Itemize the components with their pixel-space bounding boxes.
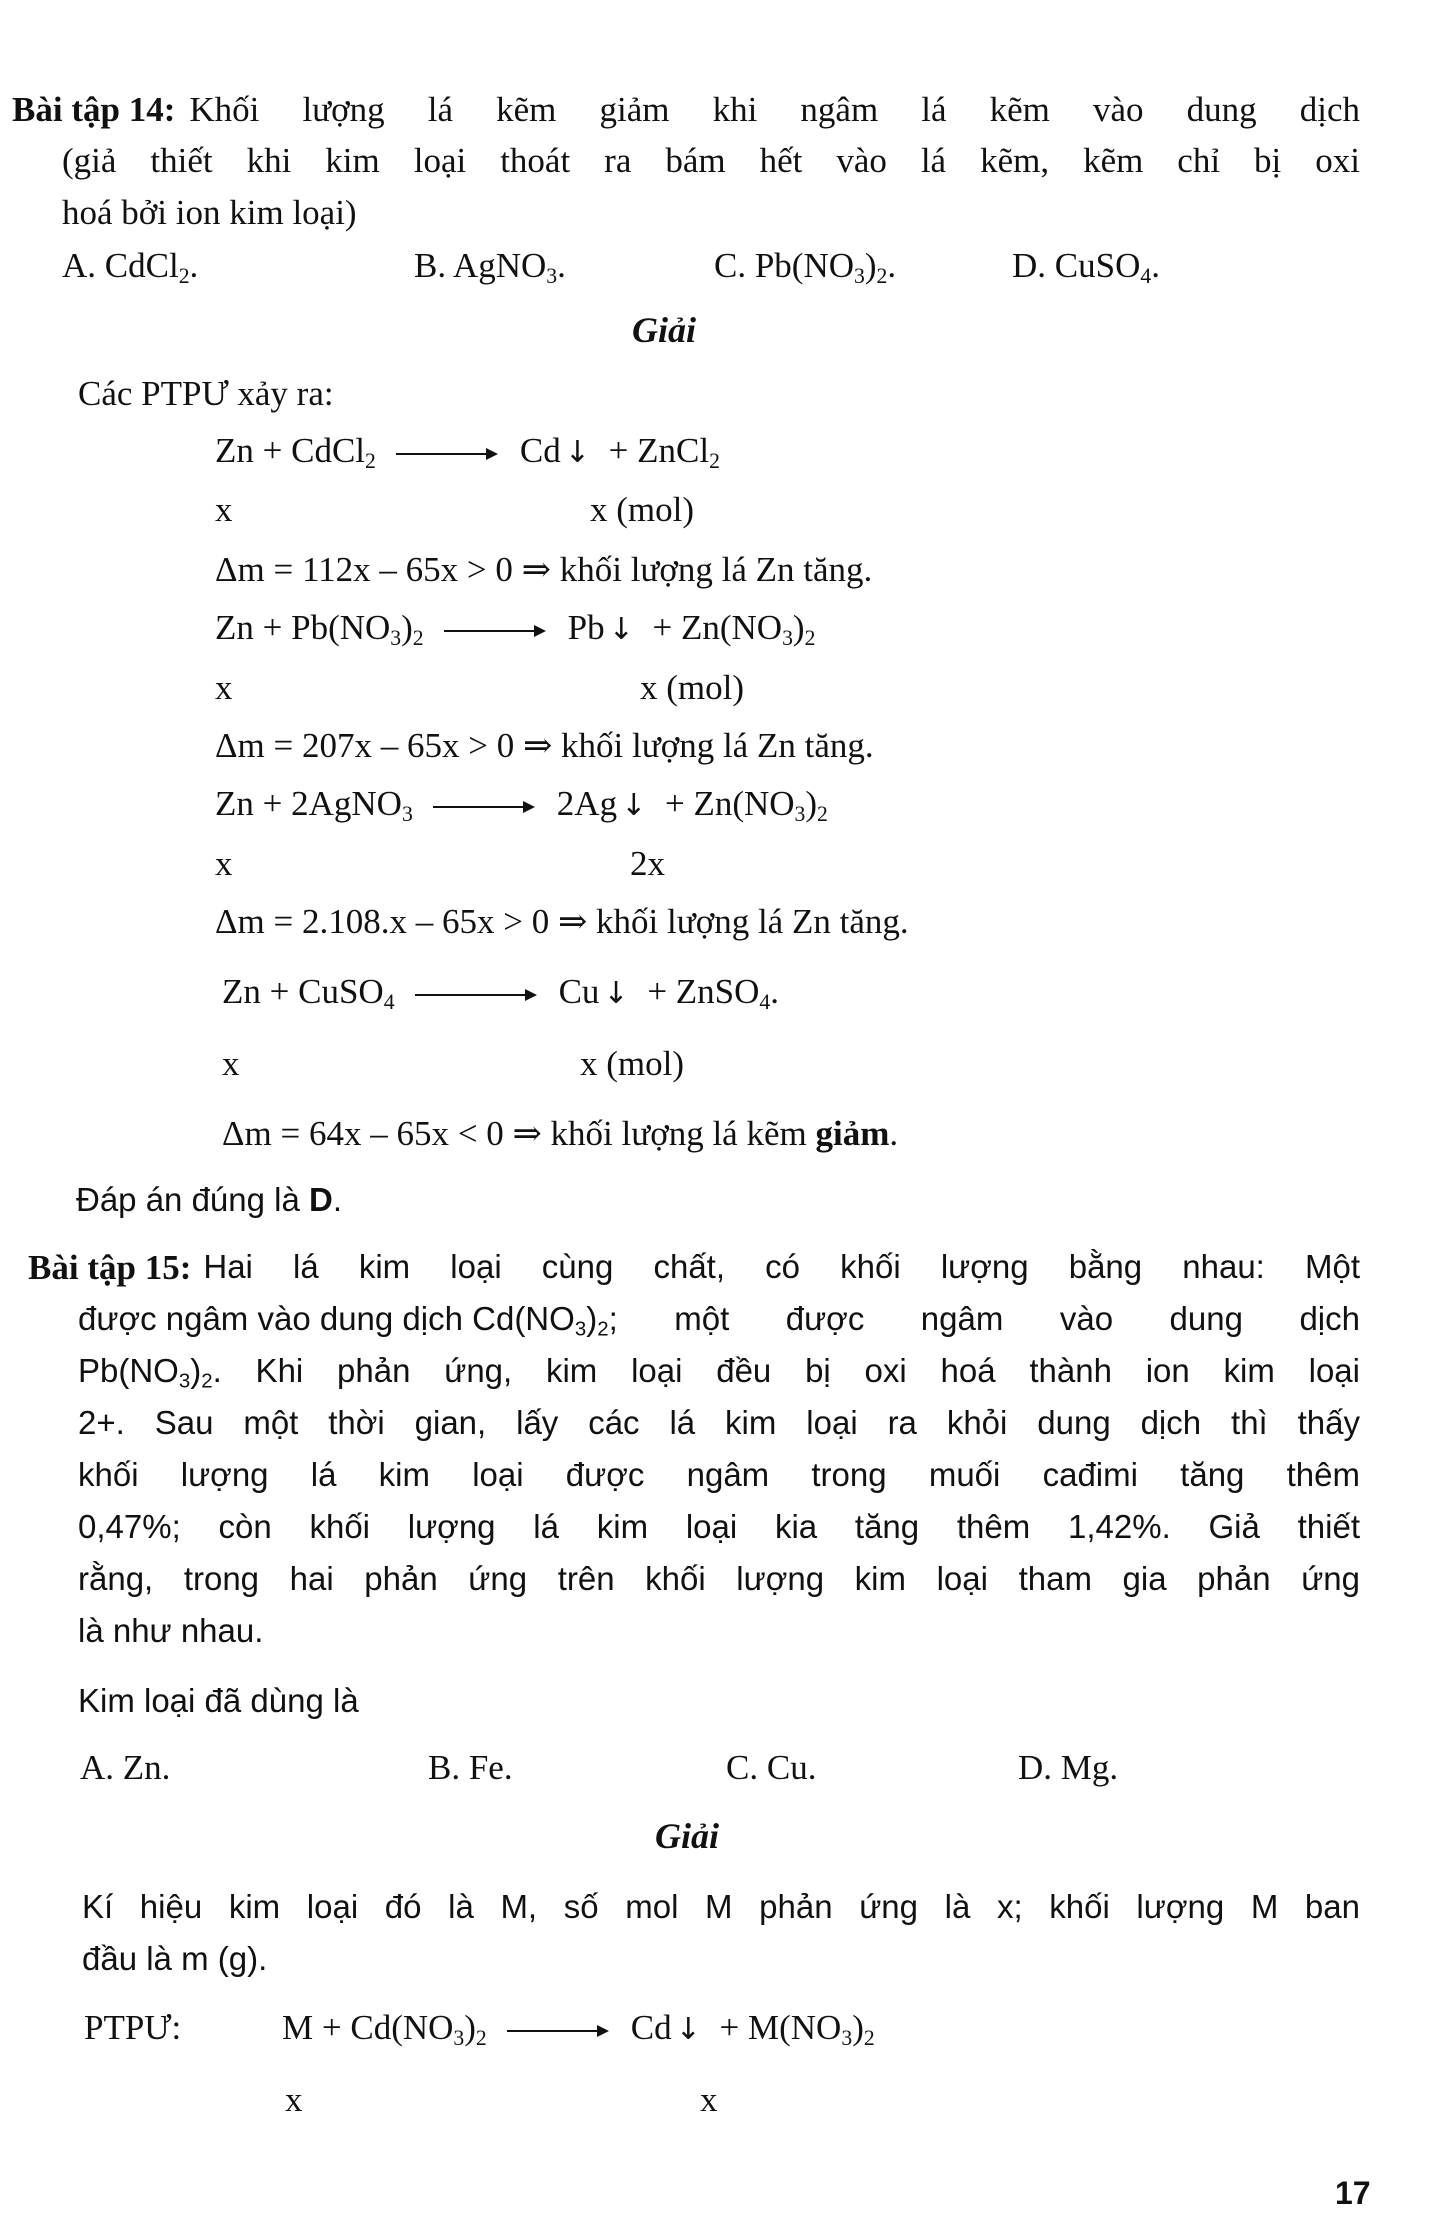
down-arrow-icon: ↓ (608, 612, 634, 647)
ex15-question-line-7: rằng, trong hai phản ứng trên khối lượng kim loại tham gia phản ứng (78, 1560, 1360, 1597)
ex14-option-d: D. CuSO$_4$. (1012, 246, 1160, 289)
down-arrow-icon: ↓ (621, 788, 647, 823)
ex14-reaction-1-delta-m: Δm = 112x – 65x > 0 ⇒ khối lượng lá Zn tăng. (215, 550, 873, 589)
ex15-prompt: Kim loại đã dùng là (78, 1682, 359, 1719)
ex14-reaction-3-mol-left: x (215, 844, 233, 883)
ex14-reaction-4-mol-left: x (222, 1044, 240, 1083)
ex14-reaction-1-mol-left: x (215, 490, 233, 529)
page-number: 17 (1335, 2175, 1371, 2211)
ex15-mol-left: x (285, 2080, 303, 2119)
ex15-option-d: D. Mg. (1018, 1748, 1119, 1787)
ex15-question-line-6: 0,47%; còn khối lượng lá kim loại kia tăng thêm 1,42%. Giả thiết (78, 1508, 1360, 1545)
ex14-option-c: C. $Pb(NO_3)_2$. (714, 246, 897, 289)
ex14-reaction-2: $Zn + Pb(NO_3)_2$ Pb ↓ + $Zn(NO_3)_2$ (215, 608, 816, 651)
ex15-question-line-3: $Pb(NO_3)_2$ . Khi phản ứng, kim loại đều bị oxi hoá thành ion kim loại (78, 1352, 1360, 1393)
ex14-options (62, 248, 1362, 288)
ex15-option-b: B. Fe. (428, 1748, 513, 1787)
ex14-question-line-2: (giả thiết khi kim loại thoát ra bám hết vào lá kẽm, kẽm chỉ bị oxi (62, 141, 1360, 180)
ex14-reaction-3: Zn + 2AgNO$_3$ 2Ag ↓ + $Zn(NO_3)_2$ (215, 784, 828, 827)
right-arrow-icon (396, 453, 496, 455)
ex15-question-text-1: Hai lá kim loại cùng chất, có khối lượng bằng nhau: Một (203, 1248, 1360, 1285)
ex14-option-a: A. CdCl$_2$. (62, 246, 199, 289)
ex15-solution-line-2: đầu là m (g). (82, 1940, 268, 1977)
ex14-reaction-3-mol-right: 2x (630, 844, 665, 883)
down-arrow-icon: ↓ (603, 976, 629, 1011)
right-arrow-icon (433, 806, 533, 808)
ex15-question-line-8: là như nhau. (78, 1612, 264, 1649)
ex15-solution-line-1: Kí hiệu kim loại đó là M, số mol M phản ứng là x; khối lượng M ban (82, 1888, 1360, 1925)
ex14-answer: Đáp án đúng là D. (76, 1181, 343, 1218)
ex14-reaction-2-delta-m: Δm = 207x – 65x > 0 ⇒ khối lượng lá Zn tăng. (215, 726, 874, 765)
ex15-solution-heading: Giải (655, 1816, 720, 1856)
ex15-reaction-1: $M + Cd(NO_3)_2$ Cd ↓ + $M(NO_3)_2$ (282, 2008, 875, 2051)
ex14-question-line-1 (12, 92, 1360, 127)
right-arrow-icon (507, 2030, 607, 2032)
right-arrow-icon (415, 994, 535, 996)
ex14-reaction-2-mol-left: x (215, 668, 233, 707)
ex14-question-line-3: hoá bởi ion kim loại) (62, 193, 357, 232)
ex14-reaction-2-mol-right: x (mol) (640, 668, 745, 707)
ex14-option-b: B. AgNO$_3$. (414, 246, 566, 289)
ex14-reaction-3-delta-m: Δm = 2.108.x – 65x > 0 ⇒ khối lượng lá Zn tăng. (215, 902, 909, 941)
ex15-question-line-5: khối lượng lá kim loại được ngâm trong muối cađimi tăng thêm (78, 1456, 1360, 1493)
ex14-reaction-1-mol-right: x (mol) (590, 490, 695, 529)
ex15-option-c: C. Cu. (726, 1748, 817, 1787)
ex15-option-a: A. Zn. (80, 1748, 171, 1787)
ex15-options (80, 1750, 1360, 1790)
ex14-reaction-4-mol-right: x (mol) (580, 1044, 685, 1083)
ex14-reaction-4-delta-m: Δm = 64x – 65x < 0 ⇒ khối lượng lá kẽm giảm. (222, 1114, 899, 1153)
ex15-title: Bài tập 15: (28, 1248, 192, 1287)
ex14-solution-heading: Giải (632, 310, 697, 350)
ex15-question-line-2: được ngâm vào dung dịch $Cd(NO_3)_2$ ; một được ngâm vào dung dịch (78, 1300, 1360, 1341)
ex14-question-text-1: Khối lượng lá kẽm giảm khi ngâm lá kẽm vào dung dịch (189, 90, 1360, 129)
ex15-question-line-1 (28, 1250, 1360, 1285)
ex14-title: Bài tập 14: (12, 90, 176, 129)
down-arrow-icon: ↓ (564, 435, 590, 470)
ex15-pt-label: PTPƯ: (84, 2008, 182, 2047)
ex14-solution-intro: Các PTPƯ xảy ra: (78, 374, 334, 413)
ex14-reaction-4: Zn + CuSO$_4$ Cu ↓ + ZnSO$_4$. (222, 972, 780, 1015)
ex15-question-line-4: 2+. Sau một thời gian, lấy các lá kim loại ra khỏi dung dịch thì thấy (78, 1404, 1360, 1441)
ex14-reaction-1: Zn + CdCl$_2$ Cd ↓ + ZnCl$_2$ (215, 431, 720, 474)
right-arrow-icon (444, 630, 544, 632)
down-arrow-icon: ↓ (675, 2012, 701, 2047)
ex15-mol-right: x (700, 2080, 718, 2119)
